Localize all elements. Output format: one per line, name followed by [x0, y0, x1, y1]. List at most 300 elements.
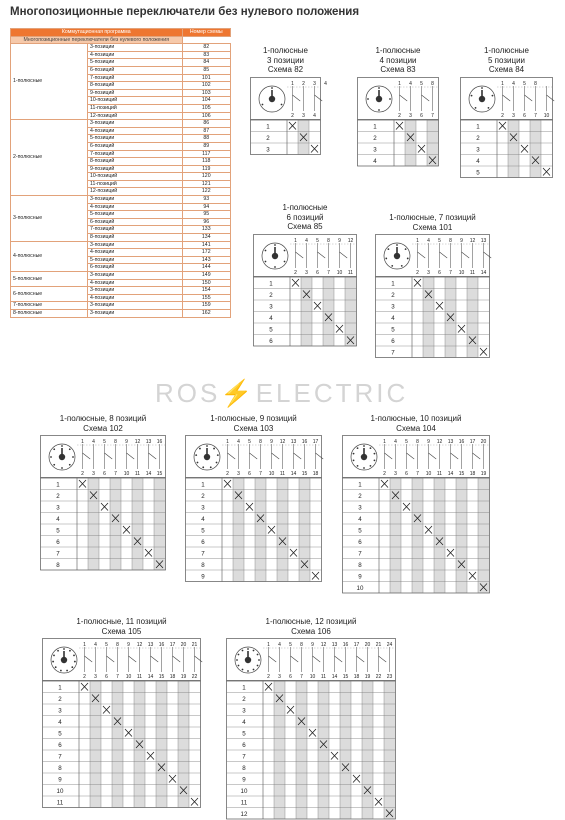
position-label: 6	[201, 538, 205, 546]
position-count: 5-позиции	[88, 211, 183, 219]
terminal-label: 17	[469, 439, 476, 445]
caption-line: 1-полюсные	[483, 46, 529, 55]
terminal-label-bottom: 7	[327, 269, 330, 276]
dial-position-dot	[387, 248, 389, 250]
contact-closed-mark	[169, 775, 176, 783]
terminal-label-bottom: 7	[300, 674, 303, 680]
dial-position-dot	[66, 670, 68, 672]
dial-position-dot	[357, 465, 359, 467]
caption-line: Схема 101	[412, 222, 453, 232]
position-label: 3	[58, 707, 62, 715]
dial-position-dot	[69, 448, 71, 450]
position-label: 5	[358, 527, 362, 535]
terminal-label: 16	[342, 642, 349, 648]
caption-line: 1-полюсные, 12 позиций	[265, 617, 357, 626]
terminal-label-bottom: 15	[158, 674, 165, 680]
dial-position-dot	[274, 266, 276, 268]
position-label: 4	[242, 718, 246, 726]
diagram-caption	[342, 414, 490, 433]
dial-position-dot	[52, 661, 54, 663]
position-count: 3-позиции	[88, 196, 183, 204]
caption-line: 1-полюсные	[282, 203, 328, 212]
diagram-scheme-83	[357, 46, 439, 167]
terminal-label-bottom: 3	[94, 674, 97, 680]
terminal-label: 16	[458, 439, 465, 445]
table-row	[11, 272, 231, 280]
terminal-label-bottom: 6	[438, 270, 441, 276]
scheme-number: 118	[182, 158, 231, 166]
terminal-label: 9	[270, 439, 273, 445]
terminal-label-bottom: 2	[294, 269, 297, 276]
grid-shade	[467, 277, 478, 358]
terminal-label: 21	[191, 642, 198, 648]
diagram-scheme-85	[253, 203, 357, 347]
terminal-label: 8	[327, 237, 330, 244]
terminal-label-bottom: 11	[320, 674, 327, 680]
switch-diagram	[40, 435, 166, 571]
terminal-label: 5	[405, 439, 408, 445]
dial-position-dot	[363, 467, 365, 469]
position-count: 7-позиций	[88, 150, 183, 158]
terminal-label-bottom: 7	[416, 471, 419, 477]
terminal-label: 1	[416, 238, 419, 244]
contact-closed-mark	[103, 706, 110, 714]
position-label: 7	[56, 550, 60, 558]
dial-position-dot	[488, 106, 490, 108]
terminal-label-bottom: 3	[427, 270, 430, 276]
dial-position-dot	[262, 103, 264, 105]
terminal-label-bottom: 15	[301, 471, 308, 477]
contact-closed-mark	[381, 480, 388, 488]
caption-line: 1-полюсные	[375, 46, 421, 55]
table-row	[11, 196, 231, 204]
terminal-label: 13	[290, 439, 297, 445]
position-label: 9	[242, 776, 246, 784]
grid-shade	[508, 120, 519, 178]
scheme-number: 121	[182, 180, 231, 188]
terminal-label-bottom: 22	[375, 674, 382, 680]
scheme-number: 143	[182, 256, 231, 264]
terminal-label-bottom: 18	[169, 674, 176, 680]
dial-position-dot	[378, 109, 380, 111]
terminal-label: 8	[259, 439, 262, 445]
position-label: 4	[58, 718, 62, 726]
scheme-number: 84	[182, 59, 231, 67]
dial-position-dot	[257, 665, 259, 667]
grid-shade	[90, 681, 101, 808]
position-label: 5	[242, 730, 246, 738]
dial-position-dot	[407, 258, 409, 260]
terminal-label: 9	[125, 439, 128, 445]
position-count: 9-позиций	[88, 89, 183, 97]
caption-line: Схема 82	[267, 65, 304, 74]
position-count: 11-позиций	[88, 104, 183, 112]
position-label: 3	[56, 504, 60, 512]
terminal-label: 5	[420, 80, 423, 87]
position-label: 4	[391, 314, 395, 322]
terminal-label-bottom: 10	[336, 269, 343, 276]
caption-line: 1-полюсные, 11 позиций	[76, 617, 167, 626]
scheme-number: 117	[182, 150, 231, 158]
dial-position-dot	[492, 94, 494, 96]
dial-position-dot	[53, 464, 55, 466]
position-count: 6-позиций	[88, 142, 183, 150]
position-label: 6	[358, 538, 362, 546]
position-label: 1	[476, 122, 480, 130]
dial-position-dot	[57, 650, 59, 652]
caption-line: Схема 83	[380, 65, 416, 74]
contact-closed-mark	[312, 572, 319, 580]
terminal-label-bottom: 14	[447, 471, 454, 477]
scheme-number: 150	[182, 279, 231, 287]
switch-diagram	[185, 435, 322, 583]
caption-line: Схема 102	[83, 423, 123, 433]
table-row	[11, 241, 231, 249]
watermark-bolt: ⚡	[220, 378, 256, 408]
dial-position-dot	[213, 448, 215, 450]
terminal-label-bottom: 2	[291, 112, 294, 119]
terminal-label-bottom: 3	[92, 471, 95, 477]
terminal-label: 8	[300, 642, 303, 648]
position-label: 2	[242, 695, 246, 703]
terminal-label: 1	[294, 237, 297, 244]
terminal-label: 4	[94, 642, 97, 648]
dial-position-dot	[374, 453, 376, 455]
terminal-label: 9	[127, 642, 130, 648]
position-count: 7-позиций	[88, 74, 183, 82]
caption-line: 5 позиции	[487, 55, 526, 65]
terminal-label-bottom: 11	[436, 471, 443, 477]
position-label: 8	[201, 561, 205, 569]
switch-diagram	[342, 435, 490, 594]
terminal-label: 13	[145, 439, 152, 445]
dial-position-dot	[60, 670, 62, 672]
dial-position-dot	[265, 260, 267, 262]
dial-position-dot	[253, 669, 255, 671]
contact-closed-mark	[290, 549, 297, 557]
grid-shade	[299, 478, 310, 582]
terminal-label-bottom: 15	[342, 674, 349, 680]
watermark	[155, 378, 408, 409]
dial-position-dot	[353, 459, 355, 461]
terminal-label: 3	[313, 80, 316, 87]
terminal-label-bottom: 10	[125, 674, 132, 680]
dial-position-dot	[73, 655, 75, 657]
terminal-label-bottom: 14	[331, 674, 338, 680]
group-label: 6-полюсные	[11, 287, 88, 302]
position-count: 3-позиции	[88, 241, 183, 249]
contact-closed-mark	[499, 122, 506, 130]
terminal-label-bottom: 11	[347, 269, 354, 276]
position-label: 11	[56, 799, 64, 807]
terminal-label-bottom: 7	[431, 112, 434, 119]
contact-closed-mark	[353, 775, 360, 783]
scheme-number: 105	[182, 104, 231, 112]
position-label: 3	[269, 302, 273, 310]
position-label: 9	[58, 776, 62, 784]
dial-position-dot	[236, 659, 238, 661]
dial-position-dot	[370, 447, 372, 449]
scheme-number: 162	[182, 309, 231, 317]
dial-position-dot	[271, 87, 273, 89]
terminal-label: 13	[480, 238, 487, 244]
terminal-label: 20	[180, 642, 187, 648]
position-label: 12	[240, 810, 248, 818]
terminal-label: 4	[278, 642, 281, 648]
scheme-number: 134	[182, 234, 231, 242]
dial-position-dot	[199, 448, 201, 450]
terminal-label: 1	[267, 642, 270, 648]
contact-closed-mark	[125, 729, 132, 737]
dial-position-dot	[378, 87, 380, 89]
terminal-label: 5	[103, 439, 106, 445]
position-label: 2	[391, 291, 395, 299]
position-label: 4	[269, 314, 273, 322]
position-label: 2	[58, 695, 62, 703]
scheme-number: 172	[182, 249, 231, 257]
position-label: 1	[358, 481, 362, 489]
terminal-label: 8	[534, 80, 537, 87]
terminal-label-bottom: 22	[191, 674, 198, 680]
dial-position-dot	[405, 248, 407, 250]
position-label: 9	[201, 573, 205, 581]
scheme-number: 89	[182, 142, 231, 150]
position-label: 3	[201, 504, 205, 512]
dial-position-dot	[238, 665, 240, 667]
diagram-caption	[460, 46, 553, 75]
table-row	[11, 302, 231, 310]
dial-position-dot	[247, 648, 249, 650]
terminal-label: 20	[364, 642, 371, 648]
terminal-label: 4	[92, 439, 95, 445]
dial-position-dot	[61, 467, 63, 469]
dial-position-dot	[63, 648, 65, 650]
terminal-label-bottom: 19	[364, 674, 371, 680]
header-program: Коммутационная программа	[11, 29, 183, 37]
terminal-label-bottom: 6	[248, 471, 251, 477]
scheme-number: 133	[182, 226, 231, 234]
contact-closed-mark	[289, 122, 296, 130]
dial-position-dot	[50, 456, 52, 458]
terminal-label: 24	[386, 642, 393, 648]
position-count: 4-позиции	[88, 127, 183, 135]
contact-closed-mark	[436, 302, 443, 310]
contact-closed-mark	[268, 526, 275, 534]
terminal-label: 13	[147, 642, 154, 648]
terminal-label: 8	[449, 238, 452, 244]
contact-closed-mark	[375, 798, 382, 806]
scheme-number: 155	[182, 294, 231, 302]
terminal-label: 13	[331, 642, 338, 648]
contact-closed-mark	[480, 348, 487, 356]
position-label: 6	[242, 741, 246, 749]
switch-diagram	[253, 234, 357, 347]
dial-position-dot	[374, 459, 376, 461]
position-label: 3	[358, 504, 362, 512]
terminal-label: 12	[320, 642, 327, 648]
terminal-label: 9	[338, 237, 341, 244]
terminal-label: 20	[480, 439, 487, 445]
scheme-number: 87	[182, 127, 231, 135]
contact-closed-mark	[145, 549, 152, 557]
dial-position-dot	[242, 669, 244, 671]
terminal-label-bottom: 11	[279, 471, 286, 477]
diagram-scheme-106	[226, 617, 396, 820]
terminal-label: 4	[237, 439, 240, 445]
dial-position-dot	[401, 265, 403, 267]
dial-position-dot	[385, 258, 387, 260]
terminal-label: 2	[302, 80, 305, 87]
dial-position-dot	[247, 670, 249, 672]
scheme-number: 119	[182, 165, 231, 173]
terminal-label-bottom: 10	[458, 270, 465, 276]
terminal-label-bottom: 3	[305, 269, 308, 276]
diagram-scheme-102	[40, 414, 166, 571]
contact-closed-mark	[521, 145, 528, 153]
terminal-label: 8	[416, 439, 419, 445]
watermark-right: ELECTRIC	[255, 378, 409, 408]
terminal-label-bottom: 11	[136, 674, 143, 680]
terminal-label-bottom: 2	[501, 112, 504, 119]
dial-position-dot	[202, 466, 204, 468]
dial-position-dot	[238, 654, 240, 656]
terminal-label: 5	[316, 237, 319, 244]
terminal-label-bottom: 7	[449, 270, 452, 276]
position-label: 2	[476, 134, 480, 142]
position-count: 4-позиции	[88, 249, 183, 257]
position-label: 6	[391, 337, 395, 345]
position-label: 8	[58, 764, 62, 772]
diagram-caption	[226, 617, 396, 636]
scheme-number: 82	[182, 44, 231, 52]
position-count: 6-позиций	[88, 218, 183, 226]
dial-position-dot	[61, 445, 63, 447]
grid-border	[251, 120, 321, 155]
scheme-number: 85	[182, 66, 231, 74]
position-count: 4-позиции	[88, 203, 183, 211]
terminal-label-bottom: 7	[116, 674, 119, 680]
terminal-label: 17	[169, 642, 176, 648]
dial-position-dot	[284, 260, 286, 262]
table-row	[11, 44, 231, 52]
dial-position-dot	[74, 661, 76, 663]
contact-closed-mark	[287, 706, 294, 714]
position-label: 3	[266, 145, 270, 153]
position-label: 6	[58, 741, 62, 749]
terminal-label: 1	[226, 439, 229, 445]
caption-line: 6 позиций	[286, 212, 324, 222]
contact-closed-mark	[414, 279, 421, 287]
terminal-label-bottom: 10	[123, 471, 130, 477]
terminal-label-bottom: 2	[267, 674, 270, 680]
contact-closed-mark	[336, 325, 343, 333]
position-label: 1	[266, 122, 270, 130]
position-label: 2	[266, 134, 270, 142]
position-count: 11-позиций	[88, 180, 183, 188]
scheme-number: 94	[182, 203, 231, 211]
position-label: 7	[58, 753, 62, 761]
position-label: 1	[201, 481, 205, 489]
diagram-caption	[250, 46, 321, 75]
dial-position-dot	[217, 454, 219, 456]
scheme-number: 96	[182, 218, 231, 226]
dial-position-dot	[357, 447, 359, 449]
position-label: 5	[201, 527, 205, 535]
scheme-number: 88	[182, 135, 231, 143]
caption-line: 1-полюсные, 8 позиций	[59, 414, 147, 423]
dial-position-dot	[257, 654, 259, 656]
position-count: 12-позиций	[88, 188, 183, 196]
terminal-label-bottom: 19	[480, 471, 487, 477]
terminal-label-bottom: 7	[534, 112, 537, 119]
terminal-label: 9	[460, 238, 463, 244]
position-count: 8-позиций	[88, 234, 183, 242]
terminal-label-bottom: 4	[313, 112, 316, 119]
terminal-label-bottom: 3	[394, 471, 397, 477]
scheme-number: 93	[182, 196, 231, 204]
dial-position-dot	[69, 650, 71, 652]
grid-shade	[233, 478, 244, 582]
caption-line: 1-полюсные	[262, 46, 308, 55]
position-count: 8-позиций	[88, 82, 183, 90]
contact-closed-mark	[81, 683, 88, 691]
position-count: 4-позиции	[88, 279, 183, 287]
caption-line: 4 позиции	[379, 55, 417, 65]
switch-diagram	[226, 638, 396, 820]
scheme-number: 102	[182, 82, 231, 90]
dial-position-dot	[55, 666, 57, 668]
position-label: 8	[56, 561, 60, 569]
position-label: 2	[373, 134, 377, 142]
position-label: 3	[242, 707, 246, 715]
terminal-label: 12	[134, 439, 141, 445]
terminal-label-bottom: 11	[469, 270, 476, 276]
position-label: 2	[56, 492, 60, 500]
terminal-label: 8	[431, 80, 434, 87]
diagram-caption	[253, 203, 357, 232]
position-count: 10-позиций	[88, 97, 183, 105]
terminal-label-bottom: 14	[480, 270, 487, 276]
diagram-caption	[42, 617, 201, 636]
terminal-label-bottom: 10	[268, 471, 275, 477]
contact-closed-mark	[292, 279, 299, 287]
scheme-number: 83	[182, 51, 231, 59]
diagram-scheme-101	[375, 213, 490, 359]
dial-position-dot	[274, 244, 276, 246]
table-row	[11, 120, 231, 128]
position-label: 4	[201, 515, 205, 523]
terminal-label-bottom: 15	[458, 471, 465, 477]
terminal-label: 9	[427, 439, 430, 445]
switch-diagram	[375, 234, 490, 359]
terminal-label-bottom: 6	[523, 112, 526, 119]
switch-diagram	[357, 77, 439, 167]
group-label: 8-полюсные	[11, 309, 88, 317]
grid-shade	[112, 681, 123, 808]
contact-closed-mark	[79, 480, 86, 488]
diagram-caption	[40, 414, 166, 433]
scheme-number: 106	[182, 112, 231, 120]
dial-position-dot	[391, 265, 393, 267]
terminal-label-bottom: 6	[105, 674, 108, 680]
scheme-number: 159	[182, 302, 231, 310]
caption-line: Схема 106	[291, 626, 331, 636]
terminal-label-bottom: 18	[353, 674, 360, 680]
position-count: 3-позиции	[88, 272, 183, 280]
contact-closed-mark	[396, 122, 403, 130]
position-count: 4-позиции	[88, 294, 183, 302]
scheme-table	[10, 28, 231, 318]
